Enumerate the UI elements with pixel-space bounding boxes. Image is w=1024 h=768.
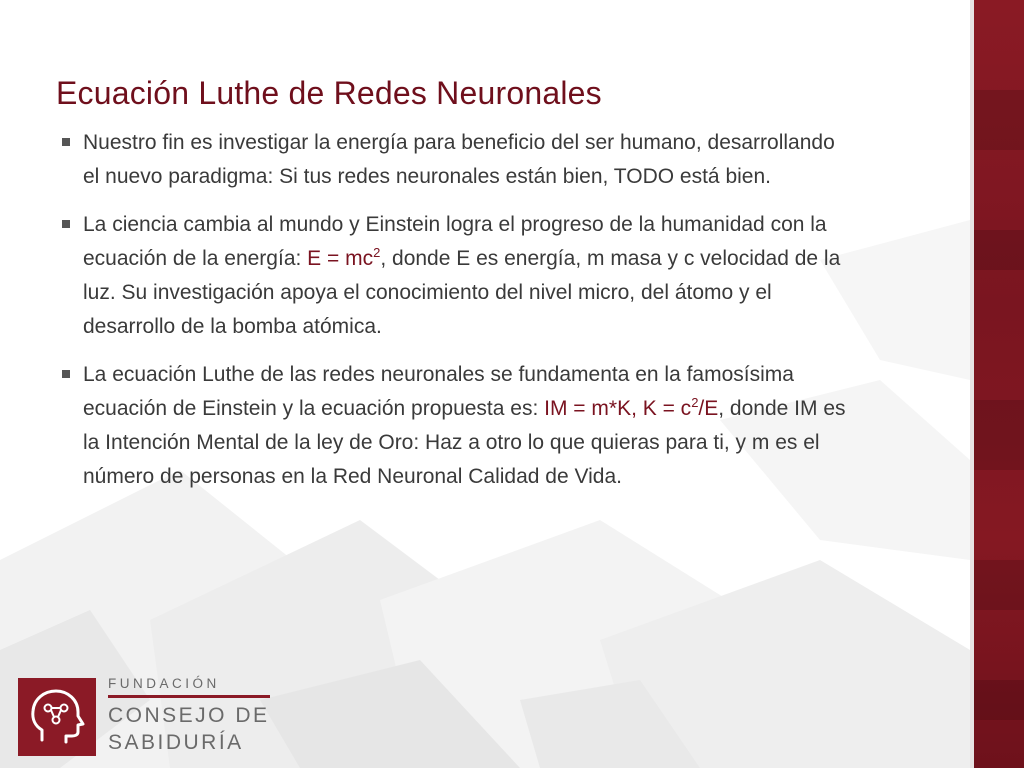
equation-highlight: IM = m*K, K = c bbox=[544, 397, 692, 420]
bullet-item bbox=[62, 358, 852, 494]
equation-highlight: /E bbox=[698, 397, 719, 420]
bullet-square-icon bbox=[62, 138, 70, 146]
logo-divider bbox=[108, 695, 270, 698]
equation-superscript: 2 bbox=[373, 245, 381, 260]
equation-superscript: 2 bbox=[691, 395, 699, 410]
logo-fundacion-text: FUNDACIÓN bbox=[108, 676, 220, 691]
bullet-text: Nuestro fin es investigar la energía para beneficio del ser humano, desarrollando el nuevo paradigma: Si tus redes neuronales están bien, TODO está bien. bbox=[83, 131, 835, 188]
bullet-text: , donde IM es la Intención Mental de la ley de Oro: Haz a otro lo que quieras para ti, y m es el número de personas en la Red Neuronal Calidad de Vida. bbox=[83, 397, 846, 488]
bullet-list bbox=[62, 126, 852, 508]
bullet-text: , donde E es energía, m masa y c velocidad de la luz. Su investigación apoya el conocimiento del nivel micro, del átomo y el desarrollo de la bomba atómica. bbox=[83, 247, 841, 338]
bullet-square-icon bbox=[62, 370, 70, 378]
logo-consejo-text: CONSEJO DE bbox=[108, 704, 270, 727]
bullet-item bbox=[62, 126, 852, 194]
right-decorative-band bbox=[974, 0, 1024, 768]
equation-highlight: E = mc bbox=[307, 247, 374, 270]
logo-sabiduria-text: SABIDURÍA bbox=[108, 731, 244, 754]
bullet-item bbox=[62, 208, 852, 344]
bullet-text: La ecuación Luthe de las redes neuronales se fundamenta en la famosísima ecuación de Einstein y la ecuación propuesta es: bbox=[83, 363, 794, 420]
slide-title: Ecuación Luthe de Redes Neuronales bbox=[56, 75, 602, 112]
bullet-text: La ciencia cambia al mundo y Einstein logra el progreso de la humanidad con la ecuación de la energía: bbox=[83, 213, 827, 270]
bullet-square-icon bbox=[62, 220, 70, 228]
head-network-icon bbox=[18, 678, 96, 756]
